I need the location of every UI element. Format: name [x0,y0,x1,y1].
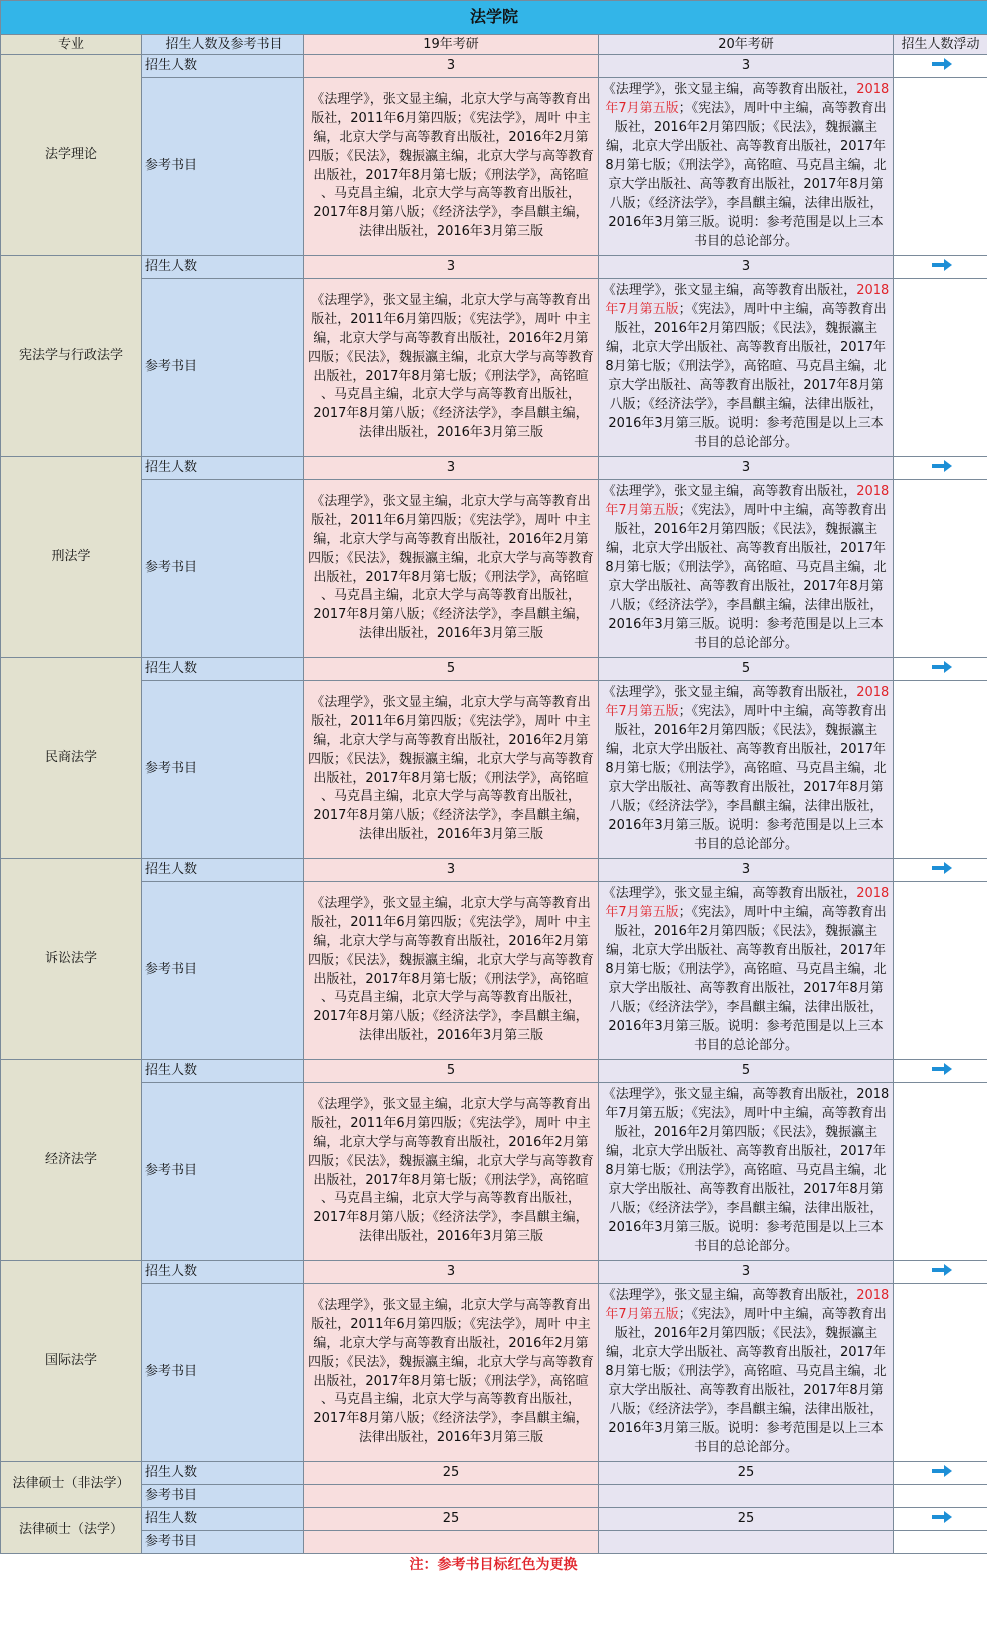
major-name: 国际法学 [1,1261,142,1462]
row-type-count: 招生人数 [142,1060,304,1083]
table-row [1,1261,987,1284]
row-type-books: 参考书目 [142,1531,304,1554]
table-row [1,882,987,1060]
count-2020: 3 [599,55,894,78]
trend-cell [894,1060,987,1083]
table-row [1,279,987,457]
right-arrow-icon [930,661,952,673]
books-2020-text: ；《宪法》，周叶中主编，高等教育出版社，2016年2月第四版；《民法》，魏振瀛主编，北京大学出版社、高等教育出版社，2017年8月第七版；《刑法学》，高铭暄、马克昌主编，北京大学出版社、高等教育出版社，2017年8月第八版；《经济法学》，李昌麒主编，法律出版社，2016年3月第三版。说明：参考范围是以上三本书目的总论部分。 [605,302,887,450]
books-2020 [599,681,894,859]
books-2020-text: 《法理学》，张文显主编，高等教育出版社，2018年7月第五版；《宪法》，周叶中主编，高等教育出版社，2016年2月第四版；《民法》，魏振瀛主编，北京大学出版社、高等教育出版社，2017年8月第七版；《刑法学》，高铭暄、马克昌主编，北京大学出版社、高等教育出版社，2017年8月第八版；《经济法学》，李昌麒主编，法律出版社，2016年3月第三版。说明：参考范围是以上三本书目的总论部分。 [602,1087,890,1254]
count-2020: 5 [599,1060,894,1083]
major-name: 经济法学 [1,1060,142,1261]
trend-cell-empty [894,480,987,658]
table-row [1,1508,987,1531]
books-2019 [304,1531,599,1554]
books-2020-text: 《法理学》，张文显主编，高等教育出版社， [602,82,857,98]
books-2020-changed: 2018年7月第五版 [605,82,890,117]
right-arrow-icon [930,1264,952,1276]
row-type-count: 招生人数 [142,859,304,882]
table-row [1,1531,987,1554]
trend-cell-empty [894,882,987,1060]
trend-cell-empty [894,78,987,256]
books-2020-text: 《法理学》，张文显主编，高等教育出版社， [602,484,857,500]
header-2019: 19年考研 [304,35,599,55]
right-arrow-icon [930,58,952,70]
count-2019: 5 [304,658,599,681]
trend-cell-empty [894,279,987,457]
count-2020: 3 [599,457,894,480]
trend-cell [894,457,987,480]
books-2020-text: 《法理学》，张文显主编，高等教育出版社， [602,685,857,701]
right-arrow-icon [930,1465,952,1477]
books-2020 [599,1485,894,1508]
count-2019: 3 [304,256,599,279]
row-type-books: 参考书目 [142,1284,304,1462]
row-type-books: 参考书目 [142,681,304,859]
major-name: 法律硕士（法学） [1,1508,142,1554]
books-2019: 《法理学》，张文显主编，北京大学与高等教育出版社，2011年6月第四版；《宪法学》，周叶 中主编，北京大学与高等教育出版社，2016年2月第四版；《民法》，魏振瀛主编，北京大学与高等教育出版社，2017年8月第七版；《刑法学》，高铭暄 、马克昌主编，北京大学与高等教育出版社，2017年8月第八版；《经济法学》，李昌麒主编， 法律出版社，2016年3月第三版 [304,1083,599,1261]
table-row [1,1060,987,1083]
row-type-books: 参考书目 [142,882,304,1060]
row-type-count: 招生人数 [142,1462,304,1485]
books-2019 [304,1485,599,1508]
trend-cell-empty [894,1485,987,1508]
books-2020-text: ；《宪法》，周叶中主编，高等教育出版社，2016年2月第四版；《民法》，魏振瀛主编，北京大学出版社、高等教育出版社，2017年8月第七版；《刑法学》，高铭暄、马克昌主编，北京大学出版社、高等教育出版社，2017年8月第八版；《经济法学》，李昌麒主编，法律出版社，2016年3月第三版。说明：参考范围是以上三本书目的总论部分。 [605,101,887,249]
table-row [1,78,987,256]
row-type-books: 参考书目 [142,480,304,658]
books-2020 [599,1531,894,1554]
major-name: 宪法学与行政法学 [1,256,142,457]
books-2020-changed: 2018年7月第五版 [605,685,890,720]
trend-cell-empty [894,1284,987,1462]
header-type: 招生人数及参考书目 [142,35,304,55]
table-row [1,859,987,882]
row-type-books: 参考书目 [142,78,304,256]
header-major: 专业 [1,35,142,55]
major-name: 民商法学 [1,658,142,859]
trend-cell [894,1261,987,1284]
trend-cell-empty [894,1083,987,1261]
major-name: 刑法学 [1,457,142,658]
count-2019: 5 [304,1060,599,1083]
books-2020 [599,480,894,658]
books-2019: 《法理学》，张文显主编，北京大学与高等教育出版社，2011年6月第四版；《宪法学》，周叶 中主编，北京大学与高等教育出版社，2016年2月第四版；《民法》，魏振瀛主编，北京大学与高等教育出版社，2017年8月第七版；《刑法学》，高铭暄 、马克昌主编，北京大学与高等教育出版社，2017年8月第八版；《经济法学》，李昌麒主编， 法律出版社，2016年3月第三版 [304,1284,599,1462]
count-2019: 25 [304,1462,599,1485]
books-2020 [599,1083,894,1261]
right-arrow-icon [930,1063,952,1075]
count-2019: 3 [304,55,599,78]
right-arrow-icon [930,259,952,271]
table-title: 法学院 [1,1,987,35]
row-type-books: 参考书目 [142,1485,304,1508]
table-row [1,1284,987,1462]
count-2020: 3 [599,1261,894,1284]
trend-cell [894,256,987,279]
trend-cell [894,1462,987,1485]
books-2020-text: 《法理学》，张文显主编，高等教育出版社， [602,1288,857,1304]
table-row [1,681,987,859]
books-2020 [599,1284,894,1462]
table-row [1,55,987,78]
books-2020 [599,279,894,457]
count-2020: 5 [599,658,894,681]
header-2020: 20年考研 [599,35,894,55]
books-2020-changed: 2018年7月第五版 [605,1288,890,1323]
trend-cell [894,859,987,882]
header-trend: 招生人数浮动 [894,35,987,55]
trend-cell-empty [894,681,987,859]
right-arrow-icon [930,862,952,874]
count-2019: 3 [304,859,599,882]
row-type-count: 招生人数 [142,1508,304,1531]
table-row [1,1462,987,1485]
row-type-books: 参考书目 [142,279,304,457]
books-2019: 《法理学》，张文显主编，北京大学与高等教育出版社，2011年6月第四版；《宪法学》，周叶 中主编，北京大学与高等教育出版社，2016年2月第四版；《民法》，魏振瀛主编，北京大学与高等教育出版社，2017年8月第七版；《刑法学》，高铭暄 、马克昌主编，北京大学与高等教育出版社，2017年8月第八版；《经济法学》，李昌麒主编， 法律出版社，2016年3月第三版 [304,78,599,256]
row-type-count: 招生人数 [142,658,304,681]
table-row [1,256,987,279]
books-2020-changed: 2018年7月第五版 [605,283,890,318]
books-2020 [599,78,894,256]
table-row [1,1485,987,1508]
right-arrow-icon [930,460,952,472]
books-2020-changed: 2018年7月第五版 [605,886,890,921]
books-2019: 《法理学》，张文显主编，北京大学与高等教育出版社，2011年6月第四版；《宪法学》，周叶 中主编，北京大学与高等教育出版社，2016年2月第四版；《民法》，魏振瀛主编，北京大学与高等教育出版社，2017年8月第七版；《刑法学》，高铭暄 、马克昌主编，北京大学与高等教育出版社，2017年8月第八版；《经济法学》，李昌麒主编， 法律出版社，2016年3月第三版 [304,882,599,1060]
trend-cell [894,1508,987,1531]
books-2020-text: ；《宪法》，周叶中主编，高等教育出版社，2016年2月第四版；《民法》，魏振瀛主编，北京大学出版社、高等教育出版社，2017年8月第七版；《刑法学》，高铭暄、马克昌主编，北京大学出版社、高等教育出版社，2017年8月第八版；《经济法学》，李昌麒主编，法律出版社，2016年3月第三版。说明：参考范围是以上三本书目的总论部分。 [605,905,887,1053]
major-name: 诉讼法学 [1,859,142,1060]
header-row [1,35,987,55]
table-row [1,658,987,681]
trend-cell [894,55,987,78]
count-2019: 3 [304,457,599,480]
table-row [1,457,987,480]
row-type-count: 招生人数 [142,457,304,480]
right-arrow-icon [930,1511,952,1523]
trend-cell [894,658,987,681]
row-type-count: 招生人数 [142,1261,304,1284]
books-2020-text: ；《宪法》，周叶中主编，高等教育出版社，2016年2月第四版；《民法》，魏振瀛主编，北京大学出版社、高等教育出版社，2017年8月第七版；《刑法学》，高铭暄、马克昌主编，北京大学出版社、高等教育出版社，2017年8月第八版；《经济法学》，李昌麒主编，法律出版社，2016年3月第三版。说明：参考范围是以上三本书目的总论部分。 [605,503,887,651]
count-2019: 25 [304,1508,599,1531]
row-type-books: 参考书目 [142,1083,304,1261]
major-name: 法学理论 [1,55,142,256]
trend-cell-empty [894,1531,987,1554]
count-2020: 25 [599,1462,894,1485]
books-2020-text: 《法理学》，张文显主编，高等教育出版社， [602,886,857,902]
table-row [1,1083,987,1261]
count-2019: 3 [304,1261,599,1284]
table-row [1,480,987,658]
books-2020-text: ；《宪法》，周叶中主编，高等教育出版社，2016年2月第四版；《民法》，魏振瀛主编，北京大学出版社、高等教育出版社，2017年8月第七版；《刑法学》，高铭暄、马克昌主编，北京大学出版社、高等教育出版社，2017年8月第八版；《经济法学》，李昌麒主编，法律出版社，2016年3月第三版。说明：参考范围是以上三本书目的总论部分。 [605,704,887,852]
row-type-count: 招生人数 [142,55,304,78]
footnote: 注：参考书目标红色为更换 [409,1557,578,1573]
books-2019: 《法理学》，张文显主编，北京大学与高等教育出版社，2011年6月第四版；《宪法学》，周叶 中主编，北京大学与高等教育出版社，2016年2月第四版；《民法》，魏振瀛主编，北京大学与高等教育出版社，2017年8月第七版；《刑法学》，高铭暄 、马克昌主编，北京大学与高等教育出版社，2017年8月第八版；《经济法学》，李昌麒主编， 法律出版社，2016年3月第三版 [304,480,599,658]
major-name: 法律硕士（非法学） [1,1462,142,1508]
books-2020 [599,882,894,1060]
books-2019: 《法理学》，张文显主编，北京大学与高等教育出版社，2011年6月第四版；《宪法学》，周叶 中主编，北京大学与高等教育出版社，2016年2月第四版；《民法》，魏振瀛主编，北京大学与高等教育出版社，2017年8月第七版；《刑法学》，高铭暄 、马克昌主编，北京大学与高等教育出版社，2017年8月第八版；《经济法学》，李昌麒主编， 法律出版社，2016年3月第三版 [304,681,599,859]
books-2020-changed: 2018年7月第五版 [605,484,890,519]
count-2020: 3 [599,859,894,882]
count-2020: 3 [599,256,894,279]
row-type-count: 招生人数 [142,256,304,279]
count-2020: 25 [599,1508,894,1531]
books-2020-text: 《法理学》，张文显主编，高等教育出版社， [602,283,857,299]
books-2020-text: ；《宪法》，周叶中主编，高等教育出版社，2016年2月第四版；《民法》，魏振瀛主编，北京大学出版社、高等教育出版社，2017年8月第七版；《刑法学》，高铭暄、马克昌主编，北京大学出版社、高等教育出版社，2017年8月第八版；《经济法学》，李昌麒主编，法律出版社，2016年3月第三版。说明：参考范围是以上三本书目的总论部分。 [605,1307,887,1455]
books-2019: 《法理学》，张文显主编，北京大学与高等教育出版社，2011年6月第四版；《宪法学》，周叶 中主编，北京大学与高等教育出版社，2016年2月第四版；《民法》，魏振瀛主编，北京大学与高等教育出版社，2017年8月第七版；《刑法学》，高铭暄 、马克昌主编，北京大学与高等教育出版社，2017年8月第八版；《经济法学》，李昌麒主编， 法律出版社，2016年3月第三版 [304,279,599,457]
